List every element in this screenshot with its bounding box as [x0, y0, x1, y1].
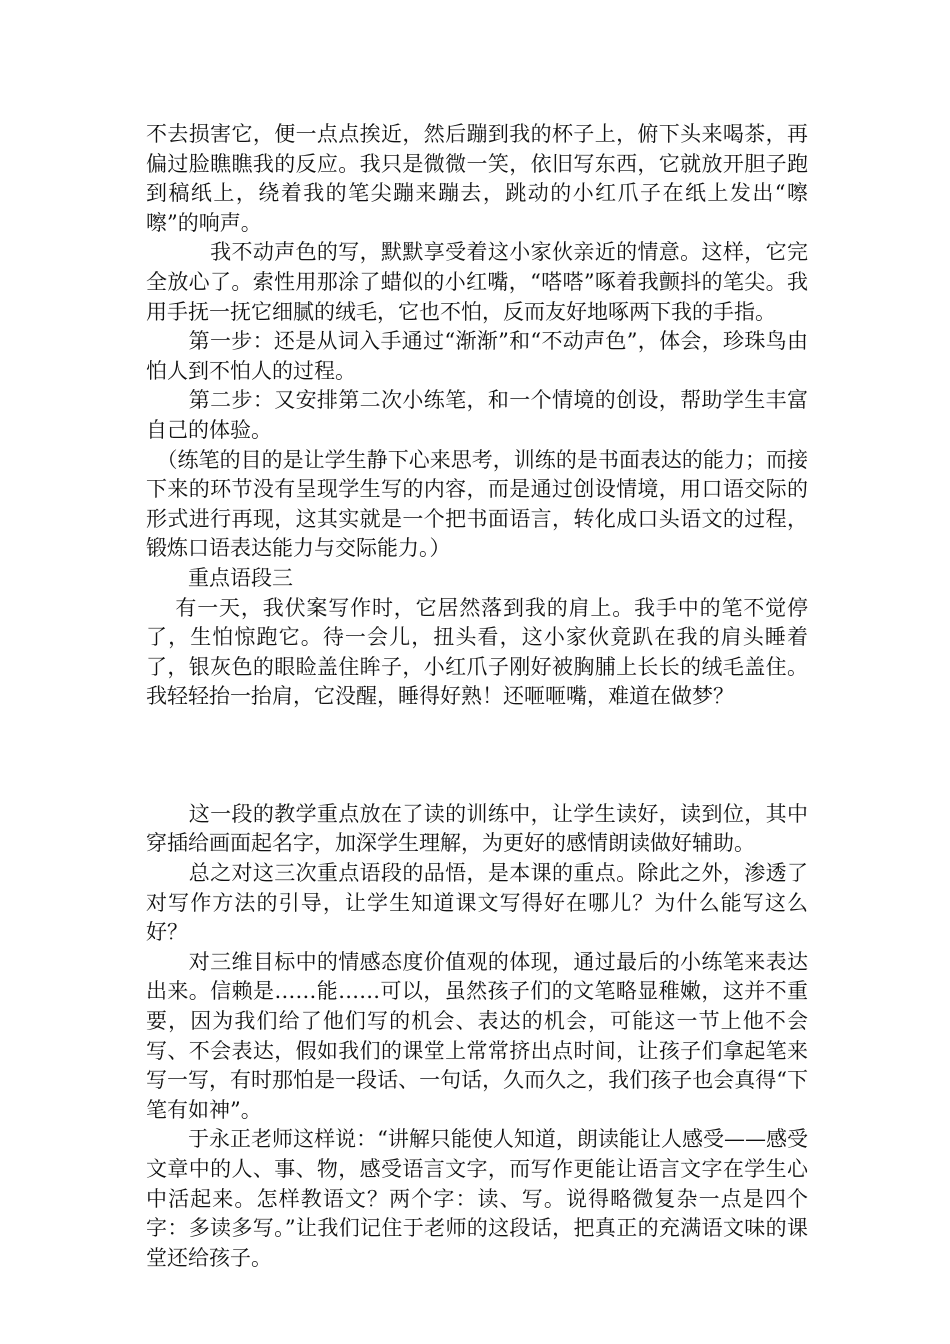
paragraph-practice-note: （练笔的目的是让学生静下心来思考，训练的是书面表达的能力；而接下来的环节没有呈现学生写的内容，而是通过创设情境，用口语交际的形式进行再现，这其实就是一个把书面语言，转化成口头语文的过程，锻炼口语表达能力与交际能力。）: [146, 447, 808, 561]
paragraph-three-dimensional-goals: 对三维目标中的情感态度价值观的体现，通过最后的小练笔来表达出来。信赖是……能……可以，虽然孩子们的文笔略显稚嫩，这并不重要，因为我们给了他们写的机会、表达的机会，可能这一节上他不会写、不会表达，假如我们的课堂上常常挤出点时间，让孩子们拿起笔来写一写，有时那怕是一段话、一句话，久而久之，我们孩子也会真得“下笔有如神”。: [146, 949, 808, 1122]
blank-space: [146, 712, 808, 800]
paragraph-reading-training: 这一段的教学重点放在了读的训练中，让学生读好，读到位，其中穿插给画面起名字，加深学生理解，为更好的感情朗读做好辅助。: [146, 801, 808, 856]
paragraph-step-two: 第二步：又安排第二次小练笔，和一个情境的创设，帮助学生丰富自己的体验。: [146, 388, 808, 442]
paragraph-closing-quote: 于永正老师这样说：“讲解只能使人知道，朗读能让人感受——感受文章中的人、事、物，感受语言文字，而写作更能让语言文字在学生心中活起来。怎样教语文？两个字：读、写。说得略微复杂一点是四个字：多读多写。”让我们记住于老师的这段话，把真正的充满语文味的课堂还给孩子。: [146, 1127, 808, 1270]
paragraph-summary: 总之对这三次重点语段的品悟，是本课的重点。除此之外，渗透了对写作方法的引导，让学生知道课文写得好在哪儿？为什么能写这么好？: [146, 861, 808, 945]
paragraph-key-passage-text: 有一天，我伏案写作时，它居然落到我的肩上。我手中的笔不觉停了，生怕惊跑它。待一会儿，扭头看，这小家伙竟趴在我的肩头睡着了，银灰色的眼睑盖住眸子，小红爪子刚好被胸脯上长长的绒毛盖住。我轻轻抬一抬肩，它没醒，睡得好熟！还咂咂嘴，难道在做梦？: [146, 595, 808, 709]
paragraph-quoted-text: 我不动声色的写，默默享受着这小家伙亲近的情意。这样，它完全放心了。索性用那涂了蜡似的小红嘴，“嗒嗒”啄着我颤抖的笔尖。我用手抚一抚它细腻的绒毛，它也不怕，反而友好地啄两下我的手指。: [146, 240, 808, 324]
paragraph-step-one: 第一步：还是从词入手通过“渐渐”和“不动声色”，体会，珍珠鸟由怕人到不怕人的过程。: [146, 329, 808, 383]
document-page: [146, 120, 808, 1273]
paragraph-continuation: 不去损害它，便一点点挨近，然后蹦到我的杯子上，俯下头来喝茶，再偏过脸瞧瞧我的反应。我只是微微一笑，依旧写东西，它就放开胆子跑到稿纸上，绕着我的笔尖蹦来蹦去，跳动的小红爪子在纸上发出“嚓嚓”的响声。: [146, 122, 808, 235]
section-heading-key-passage-three: 重点语段三: [146, 565, 293, 590]
